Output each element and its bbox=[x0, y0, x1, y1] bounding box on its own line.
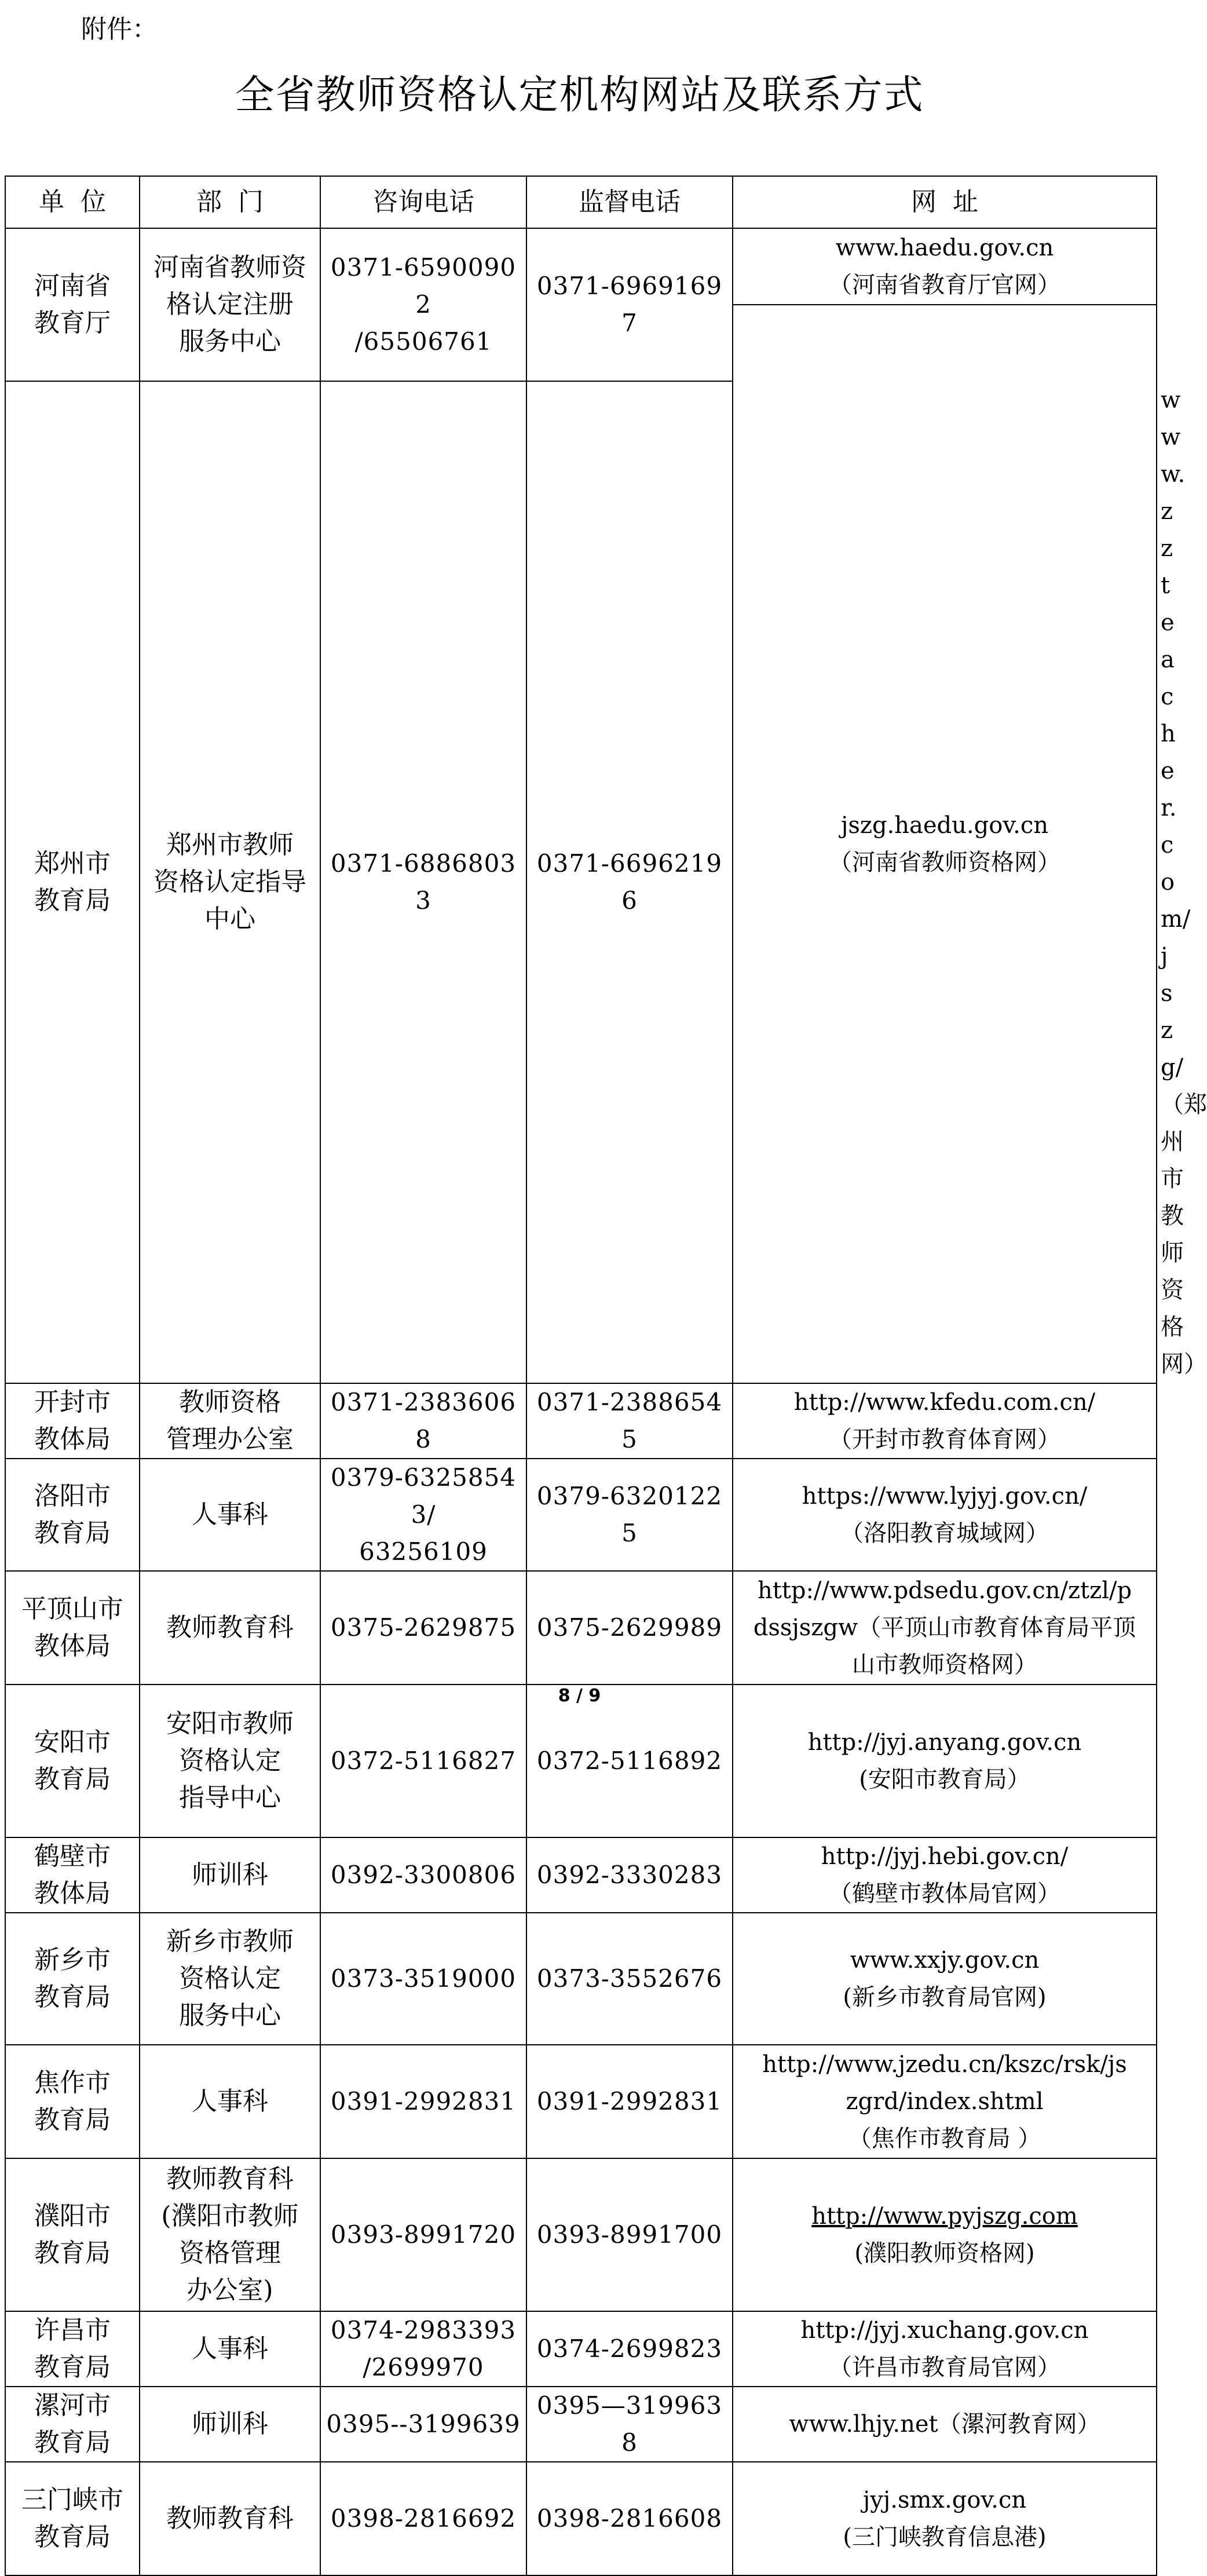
cell-dept bbox=[140, 381, 320, 1383]
cell-consult-phone-line: /65506761 bbox=[354, 327, 492, 356]
cell-url[interactable] bbox=[733, 1459, 1157, 1571]
cell-supervise-phone-line: 0372-5116892 bbox=[536, 1746, 723, 1775]
cell-unit bbox=[5, 1383, 140, 1459]
cell-url-line: www.zzteacher.com/jszg/ bbox=[1161, 387, 1191, 1081]
cell-url-line: （河南省教育厅官网） bbox=[829, 272, 1060, 298]
cell-unit-line: 教育局 bbox=[34, 2238, 111, 2268]
cell-unit-line: 洛阳市 bbox=[34, 1481, 111, 1511]
cell-url-line: (新乡市教育局官网) bbox=[843, 1984, 1047, 2011]
cell-dept-line: 管理办公室 bbox=[166, 1424, 294, 1454]
cell-supervise-phone-line: 0371-66962196 bbox=[536, 849, 723, 915]
cell-dept-line: 安阳市教师 bbox=[166, 1709, 294, 1738]
cell-dept-line: 教师教育科 bbox=[166, 1613, 294, 1642]
cell-supervise-phone bbox=[526, 2158, 733, 2311]
cell-dept-line: 服务中心 bbox=[179, 327, 281, 356]
cell-dept-line: 资格管理 bbox=[179, 2238, 281, 2268]
cell-consult-phone bbox=[320, 1459, 526, 1571]
cell-unit bbox=[5, 2045, 140, 2158]
cell-url-line: jyj.smx.gov.cn bbox=[862, 2487, 1027, 2513]
cell-unit-line: 河南省 bbox=[34, 271, 111, 301]
cell-consult-phone-line: 0371-65900902 bbox=[330, 253, 517, 319]
attachment-label: 附件： bbox=[81, 14, 158, 44]
cell-consult-phone-line: 0375-2629875 bbox=[330, 1613, 517, 1642]
cell-url-line: （郑州市教师资格网） bbox=[1161, 1091, 1207, 1377]
cell-consult-phone-line: /2699970 bbox=[363, 2353, 484, 2381]
cell-unit-line: 教育厅 bbox=[34, 308, 111, 338]
cell-consult-phone-line: 0395--3199639 bbox=[326, 2410, 521, 2438]
cell-dept bbox=[140, 1459, 320, 1571]
cell-unit bbox=[5, 2311, 140, 2387]
cell-consult-phone bbox=[320, 2387, 526, 2462]
cell-url[interactable] bbox=[733, 228, 1157, 305]
page-number: 8 / 9 bbox=[558, 1686, 601, 1706]
cell-unit-line: 教育局 bbox=[34, 1982, 111, 2012]
cell-consult-phone bbox=[320, 1571, 526, 1685]
cell-unit-line: 安阳市 bbox=[34, 1727, 111, 1757]
cell-url-line: (安阳市教育局） bbox=[859, 1766, 1030, 1793]
cell-unit bbox=[5, 2462, 140, 2575]
cell-consult-phone-line: 0371-23836068 bbox=[330, 1388, 517, 1453]
cell-url-line: www.xxjy.gov.cn bbox=[850, 1947, 1040, 1974]
cell-url[interactable] bbox=[733, 2045, 1157, 2158]
cell-unit-line: 教育局 bbox=[34, 1764, 111, 1794]
cell-dept-line: 指导中心 bbox=[179, 1783, 281, 1813]
cell-supervise-phone bbox=[526, 2045, 733, 2158]
cell-unit bbox=[5, 1459, 140, 1571]
cell-unit-line: 开封市 bbox=[34, 1387, 111, 1417]
cell-supervise-phone bbox=[526, 1459, 733, 1571]
cell-unit-line: 教育局 bbox=[34, 2352, 111, 2382]
cell-consult-phone-line: 0374-2983393 bbox=[330, 2316, 517, 2344]
header-dept: 部 门 bbox=[140, 176, 320, 228]
cell-consult-phone bbox=[320, 381, 526, 1383]
cell-supervise-phone bbox=[526, 2462, 733, 2575]
cell-consult-phone bbox=[320, 2311, 526, 2387]
cell-url[interactable] bbox=[733, 1571, 1157, 1685]
cell-dept-line: 人事科 bbox=[192, 2087, 268, 2116]
cell-url-line: http://www.jzedu.cn/kszc/rsk/js bbox=[762, 2051, 1127, 2078]
cell-dept-line: 服务中心 bbox=[179, 2001, 281, 2030]
cell-supervise-phone-line: 0395—3199638 bbox=[536, 2391, 723, 2457]
cell-url-line: (濮阳教师资格网) bbox=[854, 2240, 1035, 2267]
cell-dept bbox=[140, 1685, 320, 1837]
cell-supervise-phone-line: 0371-69691697 bbox=[536, 272, 723, 337]
cell-consult-phone-line: 0373-3519000 bbox=[330, 1964, 517, 1993]
cell-dept bbox=[140, 2045, 320, 2158]
cell-consult-phone-line: 0398-2816692 bbox=[330, 2504, 517, 2533]
table-row bbox=[5, 1383, 1157, 1459]
table-row bbox=[5, 2158, 1157, 2311]
cell-consult-phone-line: 0392-3300806 bbox=[330, 1861, 517, 1889]
cell-unit-line: 鹤壁市 bbox=[34, 1841, 111, 1871]
cell-url-line: dssjszgw（平顶山市教育体育局平顶 bbox=[753, 1614, 1136, 1641]
cell-supervise-phone-line: 0373-3552676 bbox=[536, 1964, 723, 1993]
cell-unit-line: 教体局 bbox=[34, 1424, 111, 1454]
table-row bbox=[5, 228, 1157, 305]
cell-consult-phone bbox=[320, 1913, 526, 2045]
cell-url-line: www.haedu.gov.cn bbox=[835, 235, 1054, 261]
cell-dept-line: 河南省教师资 bbox=[153, 253, 306, 282]
cell-unit-line: 新乡市 bbox=[34, 1945, 111, 1975]
table-row bbox=[5, 2462, 1157, 2575]
cell-unit-line: 郑州市 bbox=[34, 849, 111, 878]
cell-url-line: https://www.lyjyj.gov.cn/ bbox=[802, 1483, 1088, 1510]
cell-supervise-phone bbox=[526, 2387, 733, 2462]
cell-dept-line: 资格认定 bbox=[179, 1746, 281, 1775]
cell-dept-line: 教师教育科 bbox=[166, 2164, 294, 2194]
cell-consult-phone bbox=[320, 2462, 526, 2575]
cell-supervise-phone bbox=[526, 1383, 733, 1459]
table-row bbox=[5, 2311, 1157, 2387]
cell-supervise-phone bbox=[526, 1837, 733, 1913]
cell-url-secondary[interactable] bbox=[733, 305, 1157, 1383]
cell-unit-line: 教育局 bbox=[34, 2105, 111, 2135]
cell-url-line: http://www.pdsedu.gov.cn/ztzl/p bbox=[757, 1577, 1132, 1604]
cell-url[interactable] bbox=[733, 2158, 1157, 2311]
cell-dept-line: (濮阳市教师 bbox=[161, 2201, 299, 2231]
cell-dept-line: 格认定注册 bbox=[166, 290, 294, 319]
cell-dept bbox=[140, 1383, 320, 1459]
cell-url[interactable] bbox=[733, 2462, 1157, 2575]
cell-unit bbox=[5, 1837, 140, 1913]
cell-unit bbox=[5, 1685, 140, 1837]
cell-url[interactable] bbox=[733, 2311, 1157, 2387]
cell-dept-line: 人事科 bbox=[192, 1500, 268, 1529]
cell-unit bbox=[5, 1913, 140, 2045]
table-row bbox=[5, 1685, 1157, 1837]
table-row bbox=[5, 1837, 1157, 1913]
cell-unit bbox=[5, 2387, 140, 2462]
cell-unit-line: 教体局 bbox=[34, 1879, 111, 1908]
cell-supervise-phone-line: 0398-2816608 bbox=[536, 2504, 723, 2533]
cell-unit-line: 教育局 bbox=[34, 1518, 111, 1548]
cell-consult-phone bbox=[320, 228, 526, 381]
page-title: 全省教师资格认定机构网站及联系方式 bbox=[235, 72, 924, 118]
cell-consult-phone bbox=[320, 2045, 526, 2158]
cell-supervise-phone bbox=[526, 1571, 733, 1685]
cell-url-line: www.lhjy.net（漯河教育网） bbox=[789, 2411, 1100, 2438]
cell-url-line: http://www.pyjszg.com bbox=[811, 2203, 1078, 2230]
cell-url[interactable] bbox=[733, 2387, 1157, 2462]
cell-dept bbox=[140, 1571, 320, 1685]
cell-consult-phone-line: 0391-2992831 bbox=[330, 2087, 517, 2115]
cell-supervise-phone bbox=[526, 1685, 733, 1837]
header-unit: 单 位 bbox=[5, 176, 140, 228]
cell-url[interactable] bbox=[733, 1685, 1157, 1837]
cell-dept-line: 中心 bbox=[204, 904, 255, 934]
cell-consult-phone bbox=[320, 1383, 526, 1459]
table-row bbox=[5, 2387, 1157, 2462]
contact-table bbox=[5, 176, 1207, 2576]
cell-unit-line: 教育局 bbox=[34, 886, 111, 915]
cell-dept-line: 资格认定 bbox=[179, 1964, 281, 1993]
cell-url-line: http://jyj.xuchang.gov.cn bbox=[800, 2317, 1089, 2344]
cell-url-line: （洛阳教育城域网） bbox=[840, 1520, 1049, 1547]
cell-unit-line: 教育局 bbox=[34, 2522, 111, 2552]
cell-unit-line: 漯河市 bbox=[34, 2391, 111, 2420]
cell-url-line: （许昌市教育局官网） bbox=[829, 2354, 1060, 2381]
cell-dept bbox=[140, 2311, 320, 2387]
cell-unit-line: 教育局 bbox=[34, 2428, 111, 2457]
cell-supervise-phone-line: 0375-2629989 bbox=[536, 1613, 723, 1642]
cell-supervise-phone bbox=[526, 381, 733, 1383]
cell-supervise-phone-line: 0393-8991700 bbox=[536, 2220, 723, 2249]
cell-url-secondary-line: jszg.haedu.gov.cn bbox=[840, 812, 1049, 839]
cell-dept bbox=[140, 1913, 320, 2045]
cell-url[interactable] bbox=[733, 1383, 1157, 1459]
cell-dept-line: 新乡市教师 bbox=[166, 1927, 294, 1956]
cell-supervise-phone-line: 0391-2992831 bbox=[536, 2087, 723, 2115]
cell-supervise-phone-line: 0374-2699823 bbox=[536, 2334, 723, 2363]
table-row bbox=[5, 1571, 1157, 1685]
cell-url-line: （焦作市教育局 ） bbox=[848, 2125, 1041, 2152]
cell-url-line: zgrd/index.shtml bbox=[846, 2088, 1044, 2115]
cell-dept bbox=[140, 1837, 320, 1913]
table-row bbox=[5, 1913, 1157, 2045]
cell-dept-line: 人事科 bbox=[192, 2334, 268, 2363]
cell-dept-line: 师训科 bbox=[192, 2409, 268, 2439]
cell-consult-phone-line: 0379-63258543/ bbox=[330, 1463, 517, 1529]
cell-url[interactable] bbox=[733, 1837, 1157, 1913]
table-row bbox=[5, 1459, 1157, 1571]
cell-dept-line: 教师资格 bbox=[179, 1387, 281, 1417]
cell-supervise-phone bbox=[526, 228, 733, 381]
cell-unit-line: 濮阳市 bbox=[34, 2201, 111, 2231]
cell-url-line: 山市教师资格网） bbox=[852, 1651, 1037, 1678]
cell-consult-phone bbox=[320, 2158, 526, 2311]
cell-supervise-phone-line: 0392-3330283 bbox=[536, 1861, 723, 1889]
header-url: 网 址 bbox=[733, 176, 1157, 228]
cell-unit bbox=[5, 228, 140, 381]
cell-unit-line: 教体局 bbox=[34, 1631, 111, 1661]
cell-consult-phone-line: 63256109 bbox=[359, 1537, 488, 1566]
header-supervise-phone: 监督电话 bbox=[526, 176, 733, 228]
cell-dept-line: 办公室) bbox=[186, 2275, 273, 2305]
cell-unit-line: 焦作市 bbox=[34, 2068, 111, 2098]
cell-dept-line: 师训科 bbox=[192, 1860, 268, 1890]
cell-dept-line: 郑州市教师 bbox=[166, 830, 294, 860]
cell-supervise-phone-line: 0379-63201225 bbox=[536, 1482, 723, 1547]
cell-unit-line: 平顶山市 bbox=[21, 1594, 123, 1624]
cell-supervise-phone-line: 0371-23886545 bbox=[536, 1388, 723, 1453]
cell-unit bbox=[5, 1571, 140, 1685]
cell-url-line: (三门峡教育信息港) bbox=[843, 2524, 1047, 2551]
cell-dept-line: 教师教育科 bbox=[166, 2504, 294, 2533]
cell-consult-phone bbox=[320, 1685, 526, 1837]
cell-consult-phone bbox=[320, 1837, 526, 1913]
cell-consult-phone-line: 0393-8991720 bbox=[330, 2220, 517, 2249]
table-row bbox=[5, 2045, 1157, 2158]
cell-url-line: http://www.kfedu.com.cn/ bbox=[793, 1389, 1096, 1416]
cell-unit-line: 三门峡市 bbox=[21, 2485, 123, 2515]
cell-supervise-phone bbox=[526, 2311, 733, 2387]
cell-unit-line: 许昌市 bbox=[34, 2315, 111, 2345]
cell-dept bbox=[140, 2462, 320, 2575]
table-header-row bbox=[5, 176, 1157, 228]
header-consult-phone: 咨询电话 bbox=[320, 176, 526, 228]
cell-unit bbox=[5, 381, 140, 1383]
cell-consult-phone-line: 0372-5116827 bbox=[330, 1746, 517, 1775]
cell-url-line: http://jyj.hebi.gov.cn/ bbox=[821, 1843, 1069, 1870]
cell-url-line: （鹤壁市教体局官网） bbox=[829, 1880, 1060, 1907]
cell-dept bbox=[140, 228, 320, 381]
cell-dept bbox=[140, 2158, 320, 2311]
cell-unit bbox=[5, 2158, 140, 2311]
cell-consult-phone-line: 0371-68868033 bbox=[330, 849, 517, 915]
cell-url[interactable] bbox=[733, 1913, 1157, 2045]
cell-dept bbox=[140, 2387, 320, 2462]
cell-dept-line: 资格认定指导 bbox=[153, 867, 306, 897]
cell-url-secondary-line: （河南省教师资格网） bbox=[829, 849, 1060, 876]
cell-url-line: （开封市教育体育网） bbox=[829, 1426, 1060, 1453]
cell-supervise-phone bbox=[526, 1913, 733, 2045]
cell-url-line: http://jyj.anyang.gov.cn bbox=[807, 1729, 1082, 1756]
